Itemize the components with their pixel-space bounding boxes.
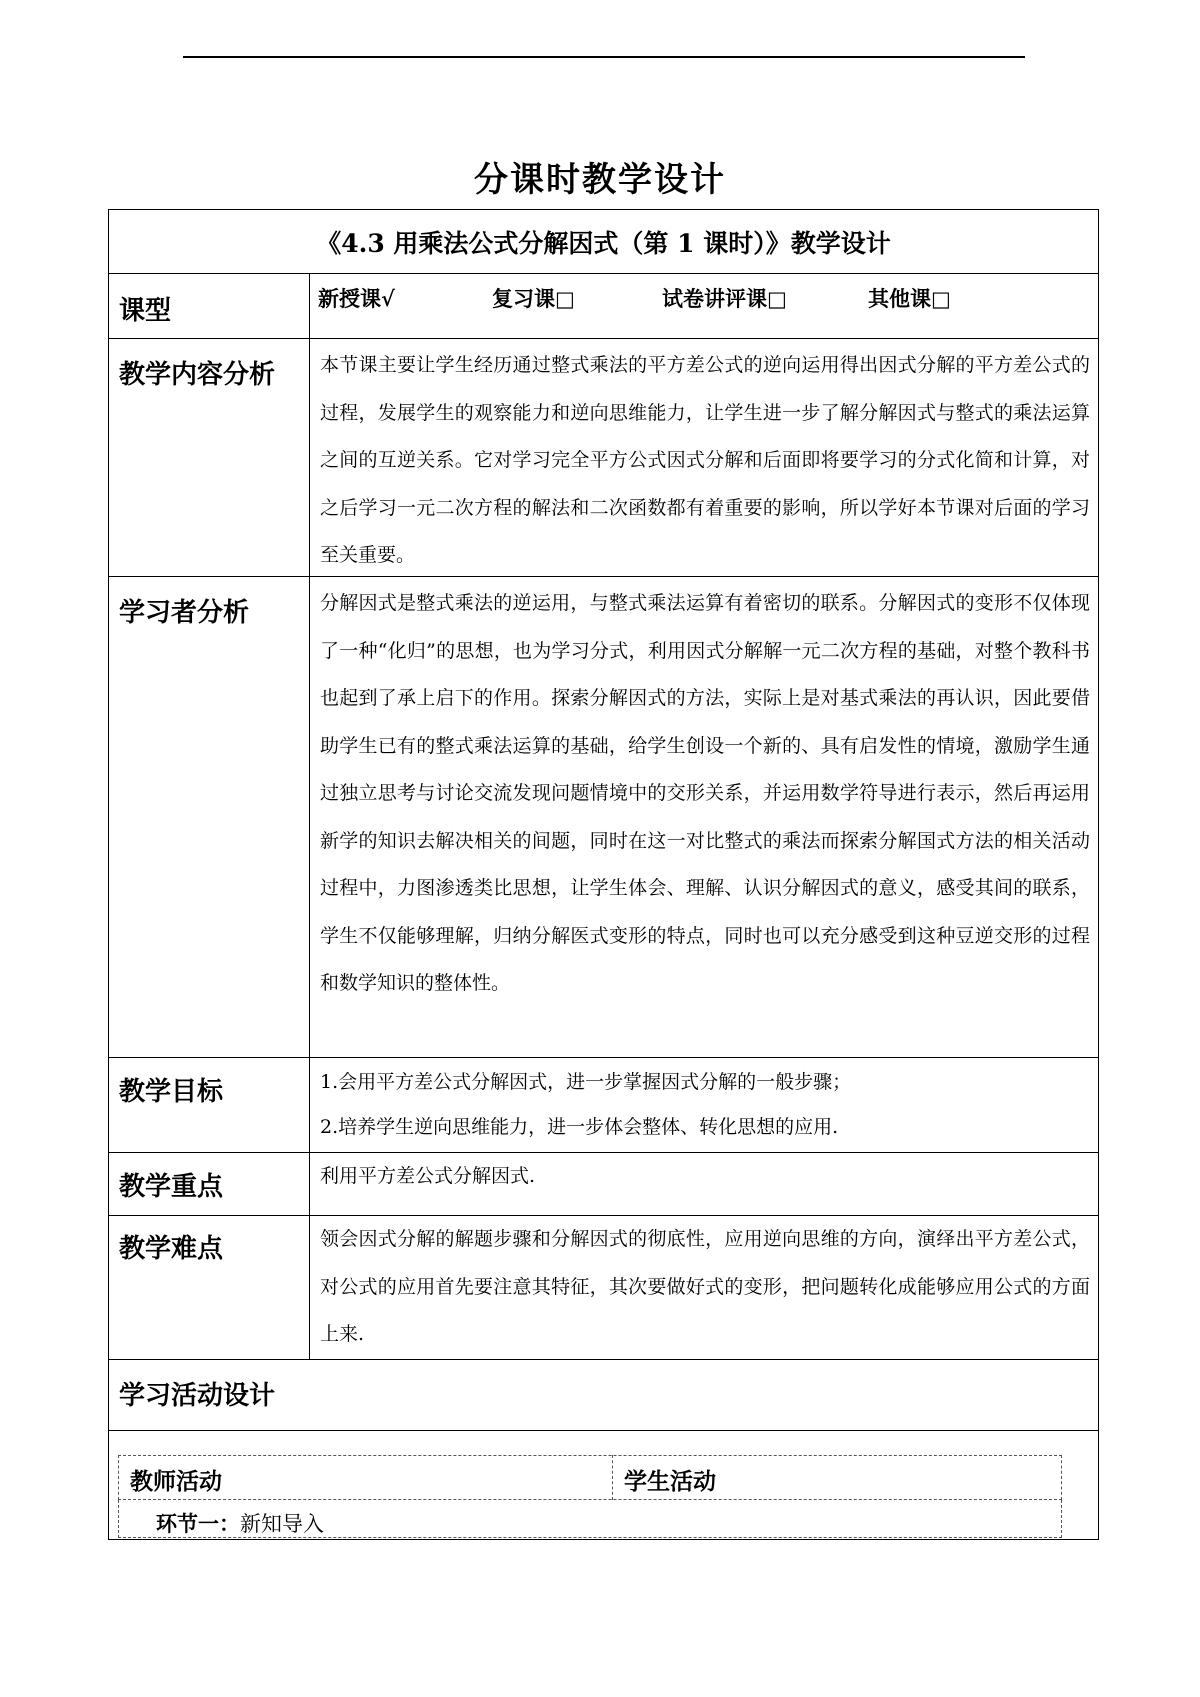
content-analysis-label: 教学内容分析	[119, 360, 276, 390]
activity-column-divider	[612, 1455, 613, 1500]
course-type-label: 课型	[119, 296, 172, 326]
course-type-option-other: 其他课□	[868, 286, 951, 311]
step-one-text: 新知导入	[240, 1512, 324, 1536]
difficulty-label: 教学难点	[119, 1234, 224, 1264]
design-subtitle: 《4.3 用乘法公式分解因式（第 1 课时）》教学设计	[316, 229, 891, 258]
activity-header-box	[118, 1455, 1062, 1500]
course-type-option-review: 复习课□	[492, 286, 575, 311]
objectives-label: 教学目标	[119, 1077, 224, 1107]
activity-design-label: 学习活动设计	[119, 1381, 276, 1411]
header-rule	[183, 56, 1025, 58]
row-divider	[108, 273, 1099, 274]
learner-analysis-label: 学习者分析	[119, 598, 250, 628]
teacher-activity-header: 教师活动	[130, 1468, 222, 1495]
step-one-label: 环节一：	[156, 1511, 240, 1536]
student-activity-header: 学生活动	[624, 1468, 716, 1495]
objective-item: 2.培养学生逆向思维能力，进一步体会整体、转化思想的应用.	[320, 1116, 839, 1138]
objective-item: 1.会用平方差公式分解因式，进一步掌握因式分解的一般步骤；	[320, 1071, 852, 1093]
learner-analysis-text: 分解因式是整式乘法的逆运用，与整式乘法运算有着密切的联系。分解因式的变形不仅体现了一种“化归”的思想，也为学习分式，利用因式分解解一元二次方程的基础，对整个教科书也起到了承上启下的作用。探索分解因式的方法，实际上是对基式乘法的再认识，因此要借助学生已有的整式乘法运算的基础，给学生创设一个新的、具有启发性的情境，激励学生通过独立思考与讨论交流发现问题情境中的交形关系，并运用数学符导进行表示，然后再运用新学的知识去解决相关的间题，同时在这一对比整式的乘法而探索分解国式方法的相关活动过程中，力图渗透类比思想，让学生体会、理解、认识分解因式的意义，感受其间的联系，学生不仅能够理解，归纳分解医式变形的特点，同时也可以充分感受到这种豆逆交形的过程和数学知识的整体性。	[320, 592, 1090, 994]
page-title: 分课时教学设计	[474, 160, 726, 200]
row-divider	[108, 1359, 1099, 1360]
row-divider	[108, 1430, 1099, 1431]
row-divider	[108, 1057, 1099, 1058]
row-divider	[108, 338, 1099, 339]
step-one	[156, 1508, 324, 1538]
course-type-option-exam: 试卷讲评课□	[662, 286, 787, 311]
column-divider	[309, 273, 310, 1359]
course-type-option-new: 新授课√	[318, 286, 395, 311]
key-point-label: 教学重点	[119, 1172, 224, 1202]
content-analysis-text: 本节课主要让学生经历通过整式乘法的平方差公式的逆向运用得出因式分解的平方差公式的过程，发展学生的观察能力和逆向思维能力，让学生进一步了解分解因式与整式的乘法运算之间的互逆关系。它对学习完全平方公式因式分解和后面即将要学习的分式化简和计算，对之后学习一元二次方程的解法和二次函数都有着重要的影响，所以学好本节课对后面的学习至关重要。	[320, 354, 1090, 566]
difficulty-text: 领会因式分解的解题步骤和分解因式的彻底性，应用逆向思维的方向，演绎出平方差公式，对公式的应用首先要注意其特征，其次要做好式的变形，把问题转化成能够应用公式的方面上来.	[320, 1228, 1090, 1345]
key-point-text: 利用平方差公式分解因式.	[320, 1165, 536, 1187]
